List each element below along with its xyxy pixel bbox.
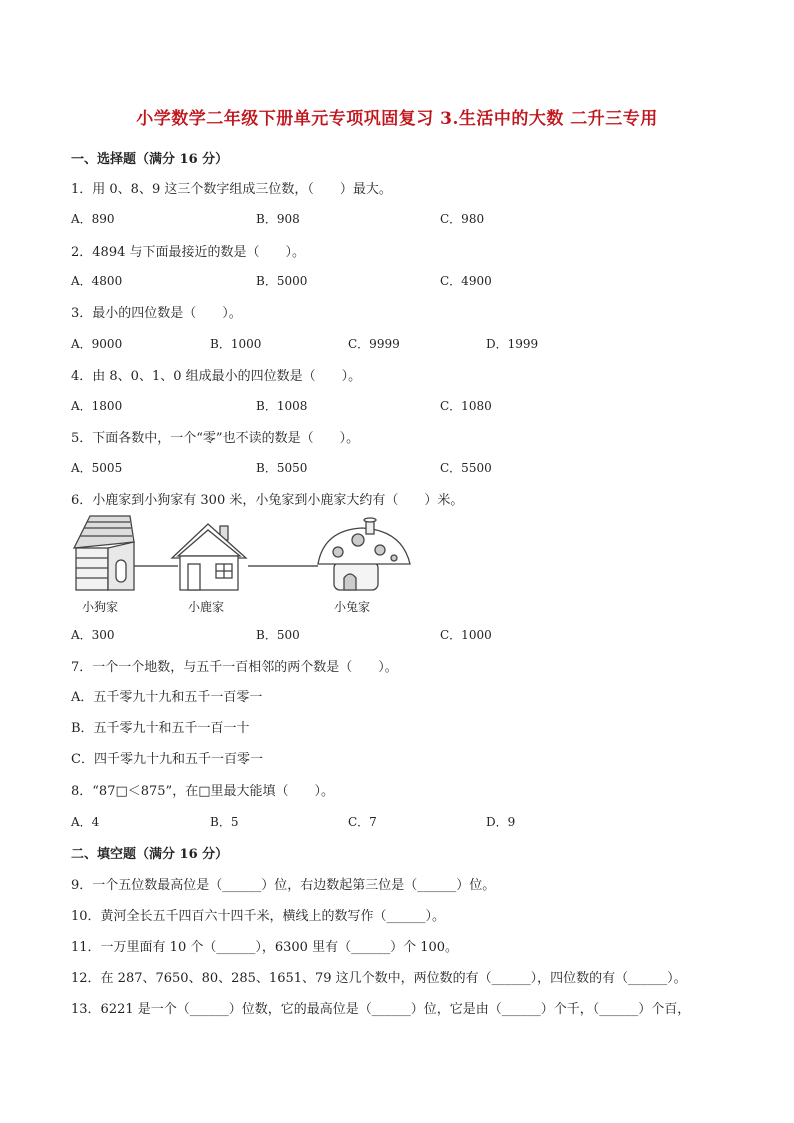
caption-deer-house: 小鹿家 (188, 600, 225, 614)
houses-illustration (68, 512, 428, 596)
q8-option-c: C．7 (348, 815, 377, 829)
caption-rabbit-house: 小兔家 (334, 600, 371, 614)
section-heading-choice: 一、选择题（满分 16 分） (71, 152, 229, 167)
q5-option-a: A．5005 (71, 461, 123, 475)
page-title: 小学数学二年级下册单元专项巩固复习 3.生活中的大数 二升三专用 (136, 109, 658, 129)
q5-option-c: C．5500 (440, 461, 492, 475)
q6-option-c: C．1000 (440, 628, 492, 642)
q2-option-b: B．5000 (256, 274, 308, 288)
q7-option-c: C．四千零九十九和五千一百零一 (71, 752, 263, 767)
q8-option-a: A．4 (71, 815, 100, 829)
q1-option-b: B．908 (256, 212, 300, 226)
q4-option-c: C．1080 (440, 399, 492, 413)
question-9: 9．一个五位数最高位是（______）位，右边数起第三位是（______）位。 (71, 878, 496, 893)
question-2: 2．4894 与下面最接近的数是（ ）。 (71, 245, 305, 260)
q1-option-c: C．980 (440, 212, 485, 226)
q6-option-b: B．500 (256, 628, 300, 642)
question-12: 12．在 287、7650、80、285、1651、79 这几个数中，两位数的有（______），四位数的有（______）。 (71, 971, 687, 986)
q2-option-c: C．4900 (440, 274, 492, 288)
q6-option-a: A．300 (71, 628, 115, 642)
q7-option-a: A．五千零九十九和五千一百零一 (71, 690, 263, 705)
caption-dog-house: 小狗家 (82, 600, 119, 614)
question-3: 3．最小的四位数是（ ）。 (71, 306, 242, 321)
dog-house-icon (74, 516, 134, 590)
q3-option-c: C．9999 (348, 337, 400, 351)
question-4: 4．由 8、0、1、0 组成最小的四位数是（ ）。 (71, 369, 362, 384)
section-heading-fill: 二、填空题（满分 16 分） (71, 847, 229, 862)
question-5: 5．下面各数中，一个“零”也不读的数是（ ）。 (71, 431, 360, 446)
question-10: 10．黄河全长五千四百六十四千米，横线上的数写作（______）。 (71, 909, 446, 924)
q4-option-a: A．1800 (71, 399, 123, 413)
question-13: 13．6221 是一个（______）位数，它的最高位是（______）位，它是由（______）个千，（______）个百， (71, 1002, 691, 1017)
q8-option-d: D．9 (486, 815, 516, 829)
q3-option-a: A．9000 (71, 337, 123, 351)
question-6: 6．小鹿家到小狗家有 300 米，小兔家到小鹿家大约有（ ）米。 (71, 493, 464, 508)
question-7: 7．一个一个地数，与五千一百相邻的两个数是（ ）。 (71, 660, 398, 675)
q1-option-a: A．890 (71, 212, 115, 226)
question-1: 1．用 0、8、9 这三个数字组成三位数，（ ）最大。 (71, 182, 392, 197)
q3-option-b: B．1000 (210, 337, 262, 351)
question-8: 8．“87□＜875”，在□里最大能填（ ）。 (71, 784, 334, 799)
question-11: 11．一万里面有 10 个（______），6300 里有（______）个 100。 (71, 940, 459, 955)
q4-option-b: B．1008 (256, 399, 308, 413)
q7-option-b: B．五千零九十和五千一百一十 (71, 721, 250, 736)
q2-option-a: A．4800 (71, 274, 123, 288)
q5-option-b: B．5050 (256, 461, 308, 475)
rabbit-house-icon (318, 518, 410, 590)
q3-option-d: D．1999 (486, 337, 539, 351)
deer-house-icon (172, 524, 246, 590)
q8-option-b: B．5 (210, 815, 239, 829)
